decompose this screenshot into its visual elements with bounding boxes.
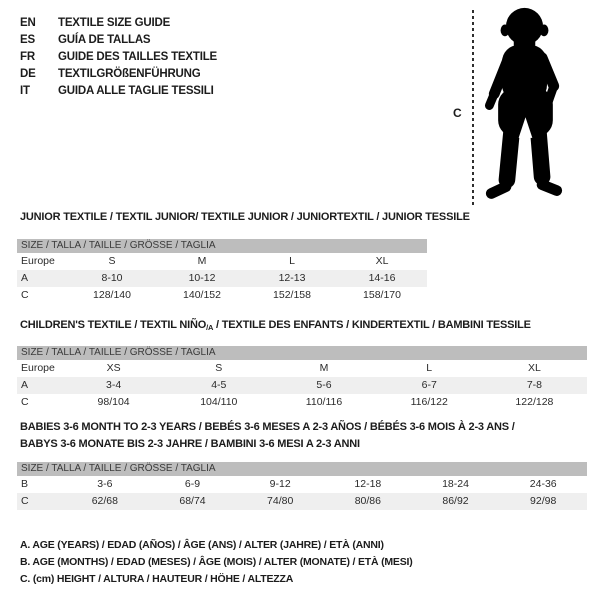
footnotes: [20, 537, 413, 588]
language-code: ES: [20, 34, 35, 46]
section-title: JUNIOR TEXTILE / TEXTIL JUNIOR/ TEXTILE JUNIOR / JUNIORTEXTIL / JUNIOR TESSILE: [20, 211, 470, 223]
table-cell: 74/80: [267, 495, 294, 507]
footnote-line: A. AGE (YEARS) / EDAD (AÑOS) / ÂGE (ANS) / ALTER (JAHRE) / ETÀ (ANNI): [20, 539, 384, 551]
size-table: [17, 462, 587, 510]
section-children-textile: [17, 319, 587, 411]
table-cell: S: [108, 255, 116, 267]
table-header-band: SIZE / TALLA / TAILLE / GRÖSSE / TAGLIA: [17, 462, 587, 476]
row-label: A: [21, 272, 29, 284]
language-title: TEXTILE SIZE GUIDE: [58, 17, 171, 29]
table-row: [17, 377, 587, 394]
table-header-band: SIZE / TALLA / TAILLE / GRÖSSE / TAGLIA: [17, 346, 587, 360]
table-cell: 110/116: [305, 396, 343, 408]
table-cell: 3-4: [106, 379, 122, 391]
table-cell: 116/122: [410, 396, 448, 408]
language-code: DE: [20, 68, 36, 80]
language-row: [20, 66, 217, 83]
table-cell: 6-7: [421, 379, 437, 391]
table-row: [17, 270, 427, 287]
language-code: FR: [20, 51, 35, 63]
table-cell: 12-13: [278, 272, 306, 284]
section-title: CHILDREN'S TEXTILE / TEXTIL $NIÑO_{/A}$ / TEXTILE DES ENFANTS / KINDERTEXTIL / BAMBINI TESSILE: [20, 319, 531, 332]
table-cell: L: [289, 255, 295, 267]
table-cell: 158/170: [363, 289, 401, 301]
table-cell: M: [197, 255, 207, 267]
footnote-line: B. AGE (MONTHS) / EDAD (MESES) / ÂGE (MOIS) / ALTER (MONATE) / ETÀ (MESI): [20, 556, 413, 568]
row-label: Europe: [21, 255, 55, 267]
table-cell: 152/158: [273, 289, 311, 301]
table-cell: 80/86: [354, 495, 381, 507]
language-title: GUIDA ALLE TAGLIE TESSILI: [58, 85, 214, 97]
table-cell: 7-8: [526, 379, 542, 391]
table-cell: XL: [375, 255, 389, 267]
table-cell: 14-16: [368, 272, 396, 284]
language-title: GUÍA DE TALLAS: [58, 34, 151, 46]
table-cell: 62/68: [91, 495, 118, 507]
row-label: C: [21, 396, 29, 408]
table-cell: 86/92: [442, 495, 469, 507]
table-cell: 8-10: [101, 272, 123, 284]
language-row: [20, 32, 217, 49]
row-label: C: [21, 495, 29, 507]
measure-label-c: C: [453, 106, 462, 120]
table-row: [17, 394, 587, 411]
size-table: [17, 346, 587, 411]
table-header-band: SIZE / TALLA / TAILLE / GRÖSSE / TAGLIA: [17, 239, 427, 253]
table-cell: 12-18: [354, 478, 382, 490]
table-cell: 5-6: [316, 379, 332, 391]
language-title: GUIDE DES TAILLES TEXTILE: [58, 51, 217, 63]
language-row: [20, 15, 217, 32]
table-cell: 92/98: [530, 495, 557, 507]
table-cell: 24-36: [529, 478, 557, 490]
height-measure-dashed-line: [472, 10, 474, 207]
section-junior-textile: [17, 211, 470, 304]
table-cell: L: [426, 362, 433, 374]
table-cell: 6-9: [184, 478, 201, 490]
table-row: [17, 287, 427, 304]
table-row: [17, 493, 587, 510]
table-cell: 98/104: [97, 396, 130, 408]
row-label: C: [21, 289, 29, 301]
table-row: [17, 253, 427, 270]
language-title: TEXTILGRÖßENFÜHRUNG: [58, 68, 201, 80]
baby-silhouette-icon: [478, 4, 572, 214]
table-cell: 128/140: [93, 289, 131, 301]
language-code: IT: [20, 85, 30, 97]
language-row: [20, 49, 217, 66]
table-cell: XS: [106, 362, 121, 374]
row-label: B: [21, 478, 29, 490]
table-cell: 18-24: [442, 478, 469, 490]
footnote-line: C. (cm) HEIGHT / ALTURA / HAUTEUR / HÖHE / ALTEZZA: [20, 573, 294, 585]
language-code: EN: [20, 17, 36, 29]
language-header: [20, 15, 217, 100]
size-table: [17, 239, 427, 304]
table-cell: 140/152: [183, 289, 221, 301]
table-cell: 4-5: [211, 379, 227, 391]
row-label: Europe: [21, 362, 55, 374]
table-cell: 68/74: [179, 495, 206, 507]
table-cell: 3-6: [97, 478, 113, 490]
row-label: A: [21, 379, 29, 391]
section-babies-textile: [17, 419, 587, 510]
table-cell: 10-12: [188, 272, 216, 284]
table-row: [17, 476, 587, 493]
table-row: [17, 360, 587, 377]
table-cell: M: [319, 362, 329, 374]
section-title: BABIES 3-6 MONTH TO 2-3 YEARS / BEBÉS 3-6 MESES A 2-3 AÑOS / BÉBÉS 3-6 MOIS À 2-3 ANS / BABYS 3-6 MONATE BIS 2-3 JAHRE / BAMBINI 3-6 MESI A 2-3 ANNI: [20, 421, 515, 450]
table-cell: XL: [527, 362, 541, 374]
table-cell: 9-12: [269, 478, 291, 490]
table-cell: S: [215, 362, 223, 374]
table-cell: 104/110: [200, 396, 238, 408]
table-cell: 122/128: [515, 396, 554, 408]
language-row: [20, 83, 217, 100]
